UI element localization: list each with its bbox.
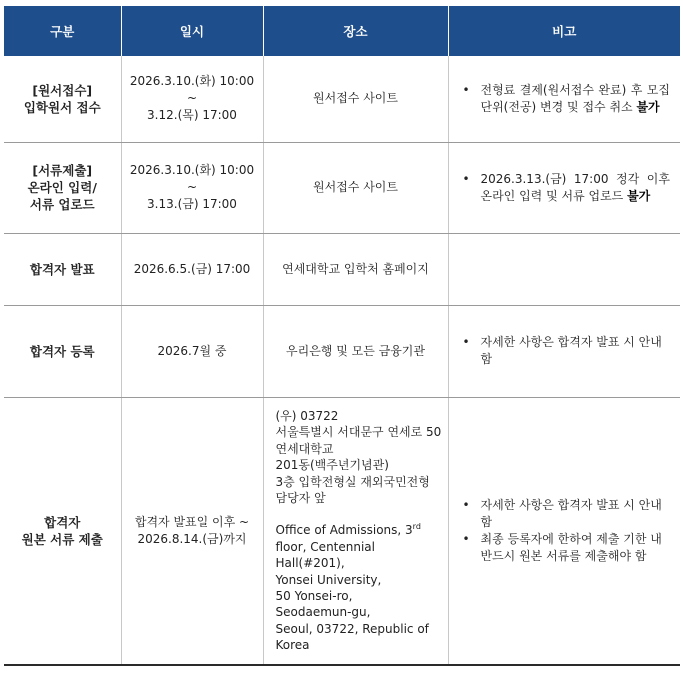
schedule-table-container: [4, 6, 680, 666]
category-line: [서류제출]: [32, 163, 93, 178]
table-header-row: [4, 6, 680, 56]
note-bold: 불가: [636, 99, 660, 114]
note-text: 자세한 사항은 합격자 발표 시 안내함: [480, 497, 662, 529]
row-notes: [448, 142, 680, 233]
row-datetime: [121, 56, 263, 142]
table-row: [4, 142, 680, 233]
table-row: [4, 397, 680, 665]
datetime-line: 2026.8.14.(금)까지: [137, 531, 247, 546]
row-place: 원서접수 사이트: [263, 56, 448, 142]
address-line: 연세대학교: [275, 441, 334, 456]
address-line-english: Korea: [275, 638, 310, 653]
address-line-english: 50 Yonsei-ro,: [275, 588, 353, 603]
category-line: 원본 서류 제출: [21, 531, 103, 547]
note-item: [459, 171, 671, 205]
address-line: 3층 입학전형실 재외국민전형: [275, 474, 430, 489]
row-category: [4, 56, 121, 142]
address-line-english: Yonsei University,: [275, 572, 382, 587]
row-datetime: [121, 397, 263, 665]
row-notes: [448, 397, 680, 665]
row-notes: [448, 56, 680, 142]
header-category: 구분: [4, 6, 121, 56]
datetime-line: 3.13.(금) 17:00: [147, 197, 237, 211]
address-line: 201동(백주년기념관): [275, 458, 389, 473]
row-category: [4, 233, 121, 305]
header-place: 장소: [263, 6, 448, 56]
datetime-line: 합격자 발표일 이후 ~: [134, 514, 250, 529]
category-line: 합격자 등록: [29, 343, 95, 359]
row-category: [4, 397, 121, 665]
row-datetime: [121, 233, 263, 305]
address-line-english: Seoul, 03722, Republic of: [275, 621, 429, 636]
header-datetime: 일시: [121, 6, 263, 56]
category-line: 합격자: [44, 514, 81, 530]
note-text: 자세한 사항은 합격자 발표 시 안내함: [480, 335, 662, 366]
note-bold: 불가: [627, 188, 651, 203]
datetime-line: 2026.3.10.(화) 10:00 ~: [129, 163, 255, 194]
row-category: [4, 305, 121, 397]
category-line: [원서접수]: [32, 82, 93, 98]
category-line: 합격자 발표: [29, 261, 95, 277]
category-line: 입학원서 접수: [23, 99, 101, 115]
table-row: [4, 233, 680, 305]
row-datetime: [121, 305, 263, 397]
address-line-english: floor, Centennial Hall(#201),: [275, 539, 375, 571]
row-place: 연세대학교 입학처 홈페이지: [263, 233, 448, 305]
datetime-line: 2026.6.5.(금) 17:00: [133, 261, 251, 276]
address-line: 서울특별시 서대문구 연세로 50: [275, 425, 442, 440]
address-line-english: [276, 522, 442, 538]
note-item: [459, 334, 671, 368]
datetime-line: 3.12.(목) 17:00: [147, 108, 237, 123]
notes-list: [459, 334, 671, 368]
datetime-line: 2026.3.10.(화) 10:00 ~: [129, 74, 255, 106]
category-line: 온라인 입력/: [27, 180, 97, 195]
row-category: [4, 142, 121, 233]
notes-list: [459, 171, 671, 205]
note-text: 최종 등록자에 한하여 제출 기한 내 반드시 원본 서류를 제출해야 함: [480, 531, 662, 563]
address-text: Office of Admissions, 3: [275, 523, 413, 538]
row-notes: [448, 305, 680, 397]
table-row: [4, 56, 680, 142]
note-item: [459, 497, 671, 531]
note-text: 전형료 결제(원서접수 완료) 후 모집단위(전공) 변경 및 접수 취소: [480, 82, 670, 114]
header-notes: 비고: [448, 6, 680, 56]
note-text: 2026.3.13.(금) 17:00 정각 이후 온라인 입력 및 서류 업로드: [480, 171, 670, 203]
note-item: [459, 531, 671, 565]
row-notes: [448, 233, 680, 305]
category-line: 서류 업로드: [29, 197, 95, 212]
row-place: 우리은행 및 모든 금융기관: [263, 305, 448, 397]
address-superscript: rd: [412, 522, 421, 532]
address-line-english: Seodaemun-gu,: [275, 605, 371, 620]
table-row: [4, 305, 680, 397]
datetime-line: 2026.7월 중: [157, 343, 227, 358]
admission-schedule-table: [4, 6, 680, 666]
row-place: 원서접수 사이트: [263, 142, 448, 233]
notes-list: [459, 497, 671, 565]
row-place-address: [263, 397, 448, 665]
notes-list: [459, 82, 671, 116]
row-datetime: [121, 142, 263, 233]
address-line: (우) 03722: [275, 408, 339, 423]
note-item: [459, 82, 671, 116]
address-line: 담당자 앞: [275, 490, 326, 505]
